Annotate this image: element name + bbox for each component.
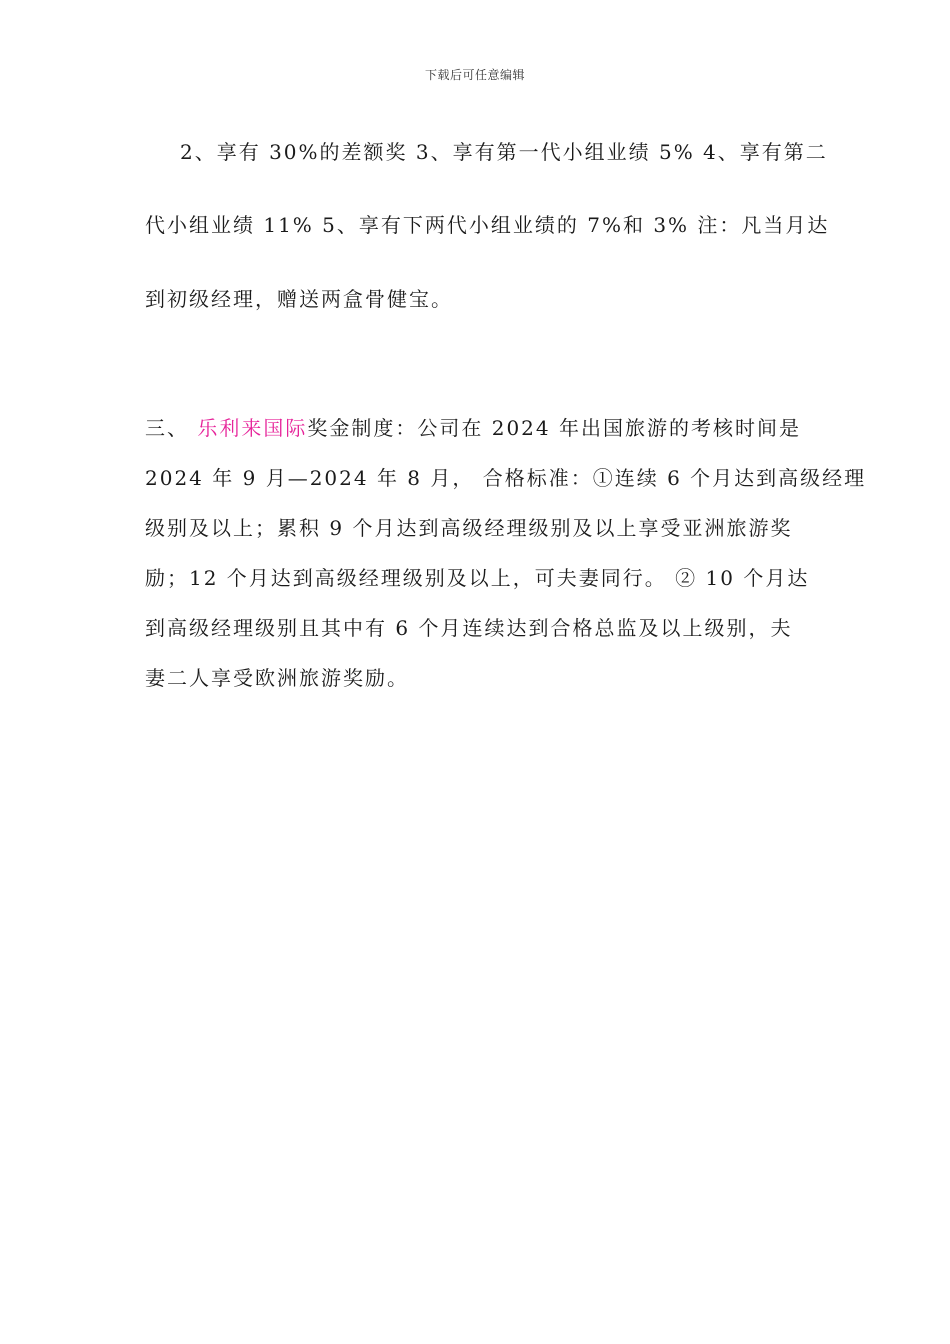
paragraph-2-line-3: 级别及以上；累积 9 个月达到高级经理级别及以上享受亚洲旅游奖: [145, 516, 793, 540]
paragraph-1-line-2: 代小组业绩 11% 5、享有下两代小组业绩的 7%和 3% 注：凡当月达: [145, 213, 830, 237]
paragraph-2-line-1-text: 奖金制度：公司在 2024 年出国旅游的考核时间是: [307, 416, 801, 440]
paragraph-1-line-3: 到初级经理，赠送两盒骨健宝。: [145, 287, 453, 311]
page-header: 下载后可任意编辑: [424, 68, 525, 82]
paragraph-2-line-2: 2024 年 9 月—2024 年 8 月， 合格标准：①连续 6 个月达到高级经理: [145, 466, 867, 490]
paragraph-2-line-5: 到高级经理级别且其中有 6 个月连续达到合格总监及以上级别，夫: [145, 616, 793, 640]
paragraph-2-line-6: 妻二人享受欧洲旅游奖励。: [145, 666, 409, 690]
paragraph-2-line-4: 励；12 个月达到高级经理级别及以上，可夫妻同行。 ② 10 个月达: [145, 566, 810, 590]
paragraph-2-line-1: [145, 414, 815, 442]
paragraph-1-line-1: 2、享有 30%的差额奖 3、享有第一代小组业绩 5% 4、享有第二: [180, 140, 828, 164]
section-number: 三、: [145, 416, 189, 440]
company-name: 乐利来国际: [197, 416, 308, 440]
